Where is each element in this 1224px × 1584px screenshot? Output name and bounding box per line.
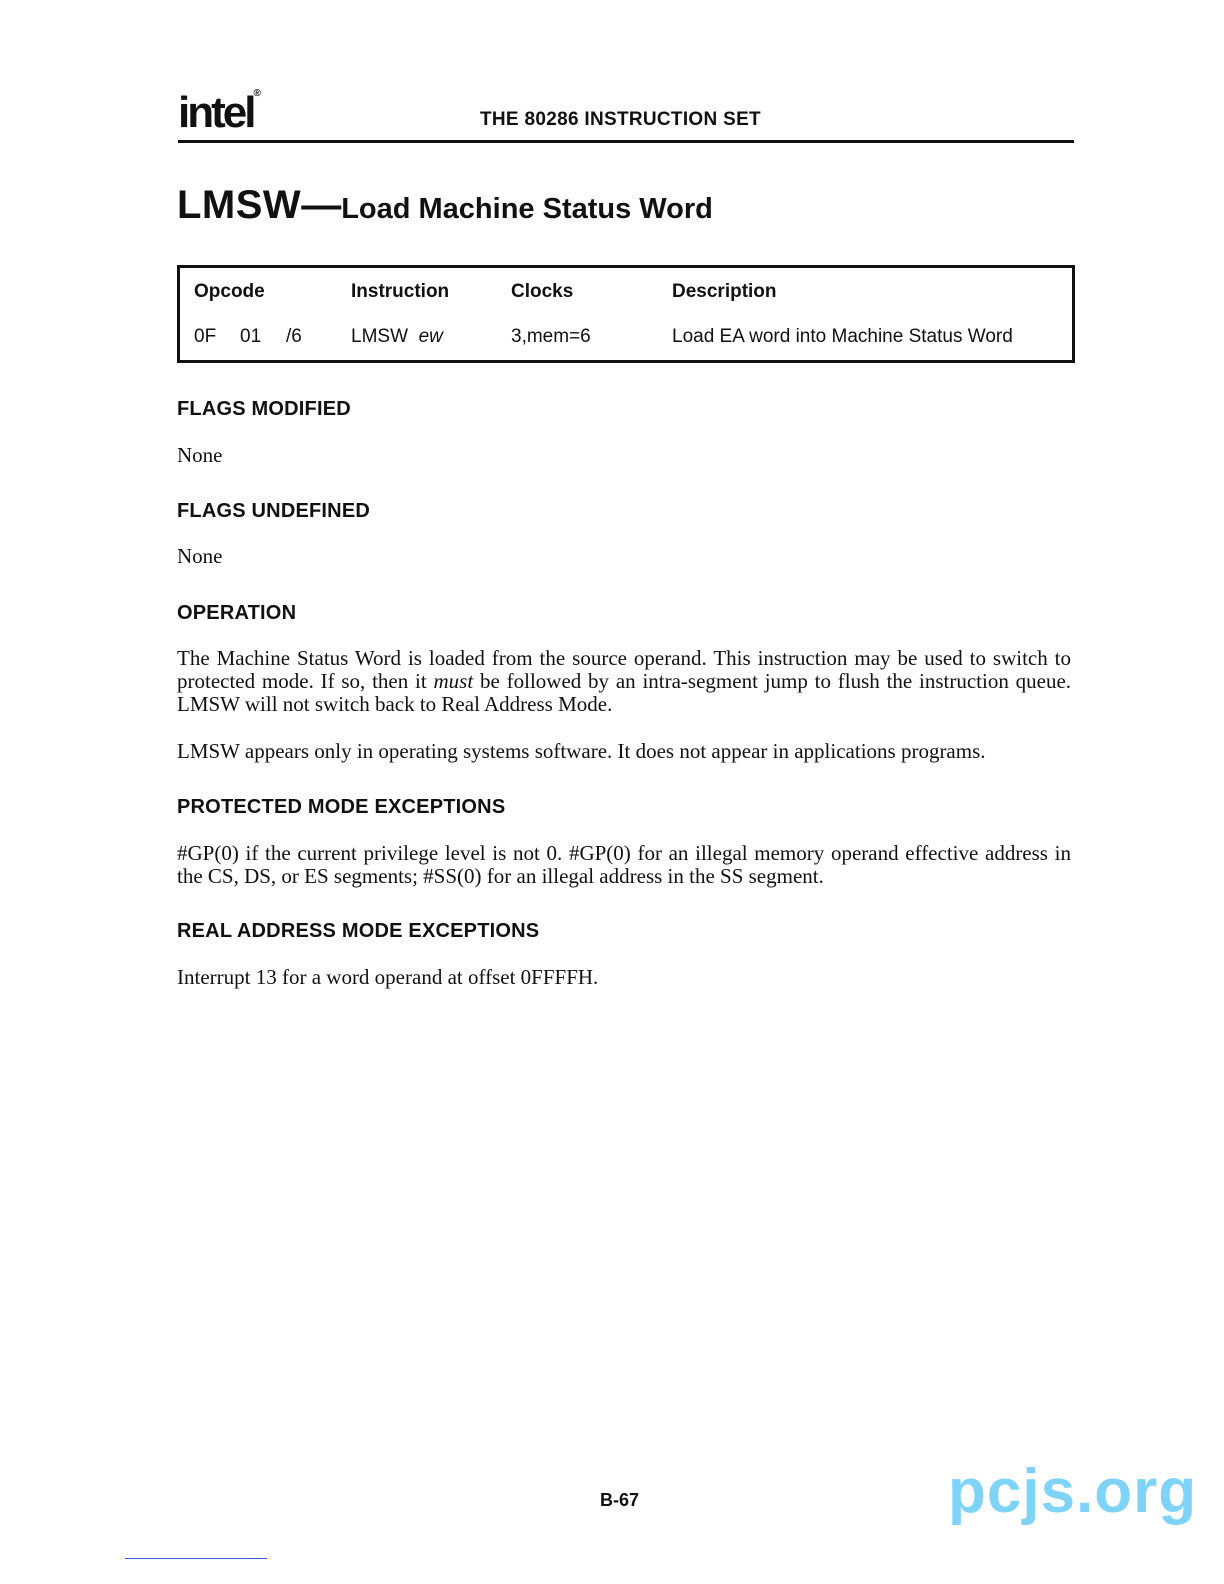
table-header-opcode: Opcode (194, 281, 265, 302)
pcjs-watermark[interactable]: pcjs.org (948, 1457, 1198, 1526)
table-cell-opcode-byte-2: 01 (240, 326, 262, 347)
instruction-operand: ew (418, 326, 443, 347)
page-title-mnemonic: LMSW (177, 183, 302, 227)
table-cell-clocks: 3,mem=6 (511, 326, 591, 347)
page-title (177, 183, 713, 228)
flags-undefined-text: None (177, 544, 223, 568)
protected-mode-exceptions-heading: PROTECTED MODE EXCEPTIONS (177, 796, 506, 818)
flags-undefined-heading: FLAGS UNDEFINED (177, 500, 370, 522)
header-title: THE 80286 INSTRUCTION SET (480, 109, 761, 130)
header-rule (178, 140, 1074, 143)
page-number: B-67 (600, 1490, 640, 1510)
table-header-instruction: Instruction (351, 281, 450, 302)
table-cell-description: Load EA word into Machine Status Word (672, 326, 1013, 347)
operation-heading: OPERATION (177, 602, 297, 624)
operation-paragraph-2: LMSW appears only in operating systems software. It does not appear in applications programs. (177, 739, 986, 763)
real-address-mode-exceptions-heading: REAL ADDRESS MODE EXCEPTIONS (177, 920, 540, 942)
real-address-mode-exceptions-text: Interrupt 13 for a word operand at offset 0FFFFH. (177, 965, 599, 989)
table-cell-opcode-modrm: /6 (286, 326, 302, 347)
link-underline (125, 1558, 267, 1559)
table-cell-opcode-byte-1: 0F (194, 326, 217, 347)
operation-paragraph-1: The Machine Status Word is loaded from the source operand. This instruction may be used to switch to protected mode. If so, then it must be followed by an intra-segment jump to flush the instruction queue. LMSW will not switch back to Real Address Mode. (177, 646, 1072, 716)
flags-modified-text: None (177, 443, 223, 467)
table-cell-instruction (351, 326, 443, 348)
page-title-description: Load Machine Status Word (341, 193, 713, 225)
instruction-mnemonic: LMSW (351, 326, 408, 347)
protected-mode-exceptions-text: #GP(0) if the current privilege level is not 0. #GP(0) for an illegal memory operand effective address in the CS, DS, or ES segments; #SS(0) for an illegal address in the SS segment. (177, 841, 1071, 888)
page-title-dash: — (301, 183, 342, 227)
operation-emphasis: must (433, 669, 474, 693)
opcode-table (177, 265, 1075, 363)
table-header-description: Description (672, 281, 777, 302)
table-header-clocks: Clocks (511, 281, 574, 302)
flags-modified-heading: FLAGS MODIFIED (177, 398, 351, 420)
intel-logo: intel® (178, 88, 261, 137)
